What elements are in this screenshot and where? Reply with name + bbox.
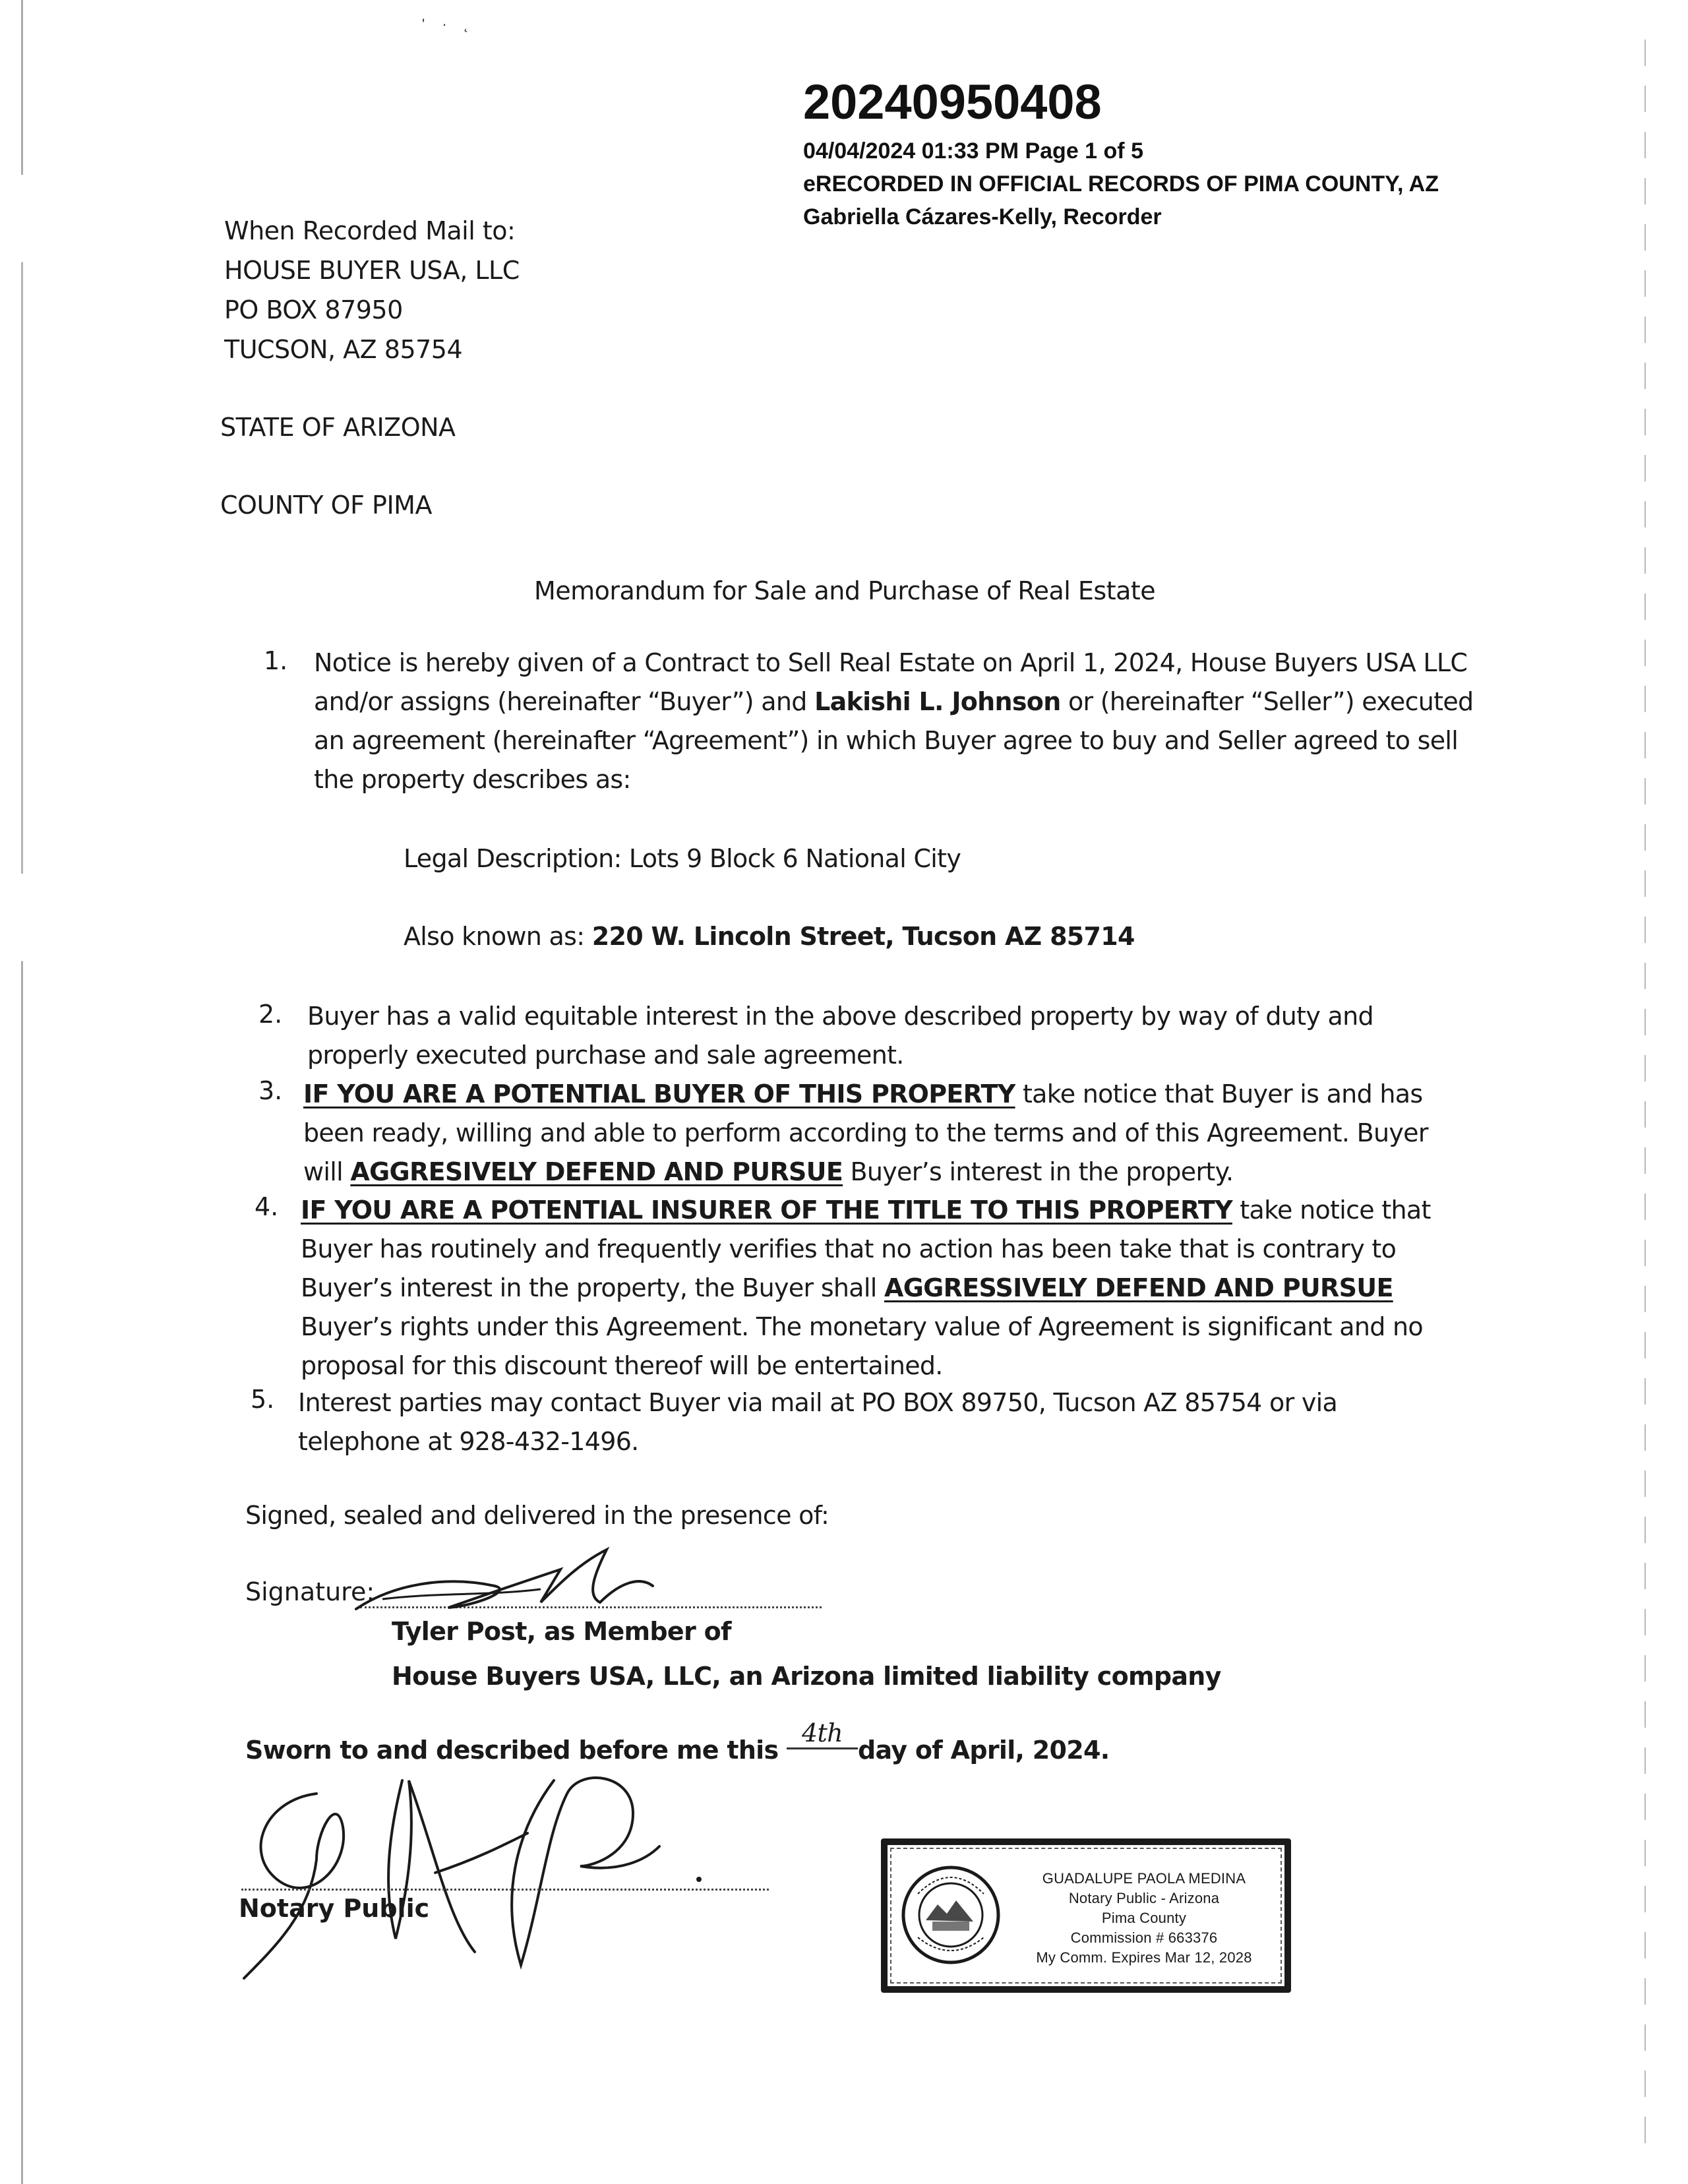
property-address: 220 W. Lincoln Street, Tucson AZ 85714 xyxy=(591,922,1135,951)
signed-presence-line: Signed, sealed and delivered in the presence of: xyxy=(245,1501,829,1530)
mail-to-name: HOUSE BUYER USA, LLC xyxy=(224,256,520,285)
notary-commission: Commission # 663376 xyxy=(1070,1929,1218,1946)
item-3-text-a: take notice that Buyer is and has been ready, willing and able to perform according to the terms and of this Agreement. Buyer will xyxy=(303,1079,1428,1186)
mail-to-block xyxy=(224,211,520,369)
item-number-3: 3. xyxy=(258,1076,283,1105)
item-number-1: 1. xyxy=(264,646,288,675)
mail-to-heading: When Recorded Mail to: xyxy=(224,216,516,245)
venue-state: STATE OF ARIZONA xyxy=(220,413,456,442)
item-4-text-a: take notice that Buyer has routinely and frequently verifies that no action has been take that is contrary to Buyer’s interest in the property, the Buyer shall xyxy=(301,1196,1431,1302)
notary-expiration: My Comm. Expires Mar 12, 2028 xyxy=(1036,1949,1252,1966)
scan-specks: ' · ˛ xyxy=(422,16,476,32)
notary-public-label: Notary Public xyxy=(239,1894,430,1923)
buyer-warning-heading: IF YOU ARE A POTENTIAL BUYER OF THIS PROPERTY xyxy=(303,1079,1015,1108)
item-number-5: 5. xyxy=(251,1385,275,1414)
item-paragraph-1 xyxy=(314,644,1474,799)
seller-name: Lakishi L. Johnson xyxy=(814,687,1061,716)
signature-label: Signature: xyxy=(245,1577,375,1606)
scan-edge-left xyxy=(21,0,23,2184)
buyer-defend-phrase: AGGRESIVELY DEFEND AND PURSUE xyxy=(350,1157,843,1186)
also-known-as xyxy=(404,922,1135,951)
item-paragraph-3 xyxy=(303,1075,1464,1192)
document-title: Memorandum for Sale and Purchase of Real Estate xyxy=(534,576,1156,605)
mail-to-address1: PO BOX 87950 xyxy=(224,295,403,324)
insurer-warning-heading: IF YOU ARE A POTENTIAL INSURER OF THE TITLE TO THIS PROPERTY xyxy=(301,1196,1232,1225)
item-paragraph-4 xyxy=(301,1191,1461,1385)
sworn-day: 4th xyxy=(787,1718,858,1749)
notary-county: Pima County xyxy=(1101,1910,1187,1926)
sworn-text-b: day of April, 2024. xyxy=(857,1736,1110,1765)
item-1-text-a: Notice is hereby given of a Contract to Sell Real Estate on April 1, 2024, House Buyers USA LLC and/or assigns (hereinafter “Buyer”) and xyxy=(314,648,1468,716)
venue-county: COUNTY OF PIMA xyxy=(220,491,432,520)
signer-name: Tyler Post, as Member of xyxy=(392,1617,731,1646)
notary-signature-rule xyxy=(241,1889,769,1891)
recorder-name: Gabriella Cázares-Kelly, Recorder xyxy=(803,204,1162,229)
item-1-text-b: or (hereinafter “Seller”) executed an agreement (hereinafter “Agreement”) in which Buyer agree to buy and Seller agreed to sell the property describes as: xyxy=(314,687,1474,794)
aka-label: Also known as: xyxy=(404,922,592,951)
item-paragraph-2: Buyer has a valid equitable interest in the above described property by way of duty and properly executed purchase and sale agreement. xyxy=(307,1002,1373,1070)
sworn-text-a: Sworn to and described before me this xyxy=(245,1736,787,1765)
item-3-text-b: Buyer’s interest in the property. xyxy=(843,1157,1234,1186)
notary-stamp-text xyxy=(1015,1869,1273,1968)
legal-description: Legal Description: Lots 9 Block 6 National City xyxy=(404,844,961,873)
item-paragraph-5: Interest parties may contact Buyer via mail at PO BOX 89750, Tucson AZ 85754 or via telephone at 928-432-1496. xyxy=(298,1388,1338,1456)
insurer-defend-phrase: AGGRESSIVELY DEFEND AND PURSUE xyxy=(884,1273,1393,1302)
arizona-state-seal-icon xyxy=(891,1848,1010,1966)
notary-title: Notary Public - Arizona xyxy=(1068,1890,1220,1906)
recording-office: eRECORDED IN OFFICIAL RECORDS OF PIMA COUNTY, AZ xyxy=(803,171,1439,197)
signer-company: House Buyers USA, LLC, an Arizona limited liability company xyxy=(392,1662,1221,1691)
item-4-text-b: Buyer’s rights under this Agreement. The monetary value of Agreement is significant and no proposal for this discount thereof will be entertained. xyxy=(301,1312,1423,1380)
mail-to-address2: TUCSON, AZ 85754 xyxy=(224,335,463,364)
notary-signature xyxy=(237,1754,738,1991)
recording-number: 20240950408 xyxy=(803,75,1102,129)
recording-datetime-page: 04/04/2024 01:33 PM Page 1 of 5 xyxy=(803,138,1143,164)
scan-edge-right xyxy=(1644,40,1646,2150)
item-number-2: 2. xyxy=(258,1000,283,1029)
item-number-4: 4. xyxy=(255,1192,279,1221)
notary-name: GUADALUPE PAOLA MEDINA xyxy=(1042,1870,1246,1887)
buyer-signature xyxy=(343,1536,686,1622)
